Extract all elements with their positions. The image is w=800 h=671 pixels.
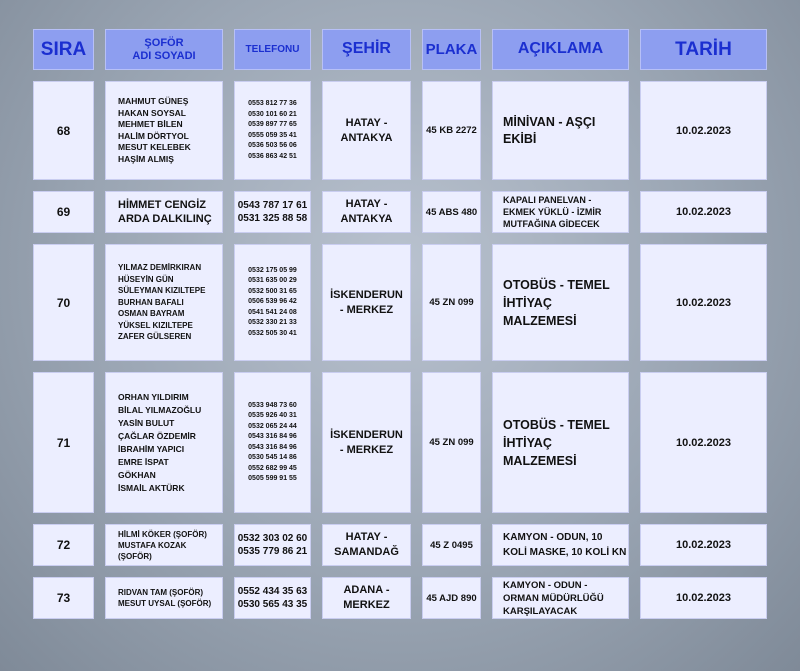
description-cell: KAMYON - ODUN, 10 KOLİ MASKE, 10 KOLİ KN: [492, 524, 629, 566]
phone-numbers-cell: [234, 244, 311, 361]
sira-cell: 70: [33, 244, 94, 361]
driver-name: ZAFER GÜLSEREN: [118, 332, 192, 342]
phone-number: 0533 948 73 60: [248, 401, 297, 409]
sira-cell: 73: [33, 577, 94, 619]
phone-number: 0536 503 56 06: [248, 142, 297, 149]
driver-name-list: [118, 198, 212, 226]
driver-name: YASİN BULUT: [118, 417, 175, 428]
city-cell: HATAY - SAMANDAĞ: [322, 524, 411, 566]
phone-numbers-cell: [234, 372, 311, 513]
header-sira: SIRA: [33, 29, 94, 70]
phone-number: 0531 635 00 29: [248, 277, 297, 285]
sira-cell: 69: [33, 191, 94, 233]
driver-name: OSMAN BAYRAM: [118, 309, 185, 319]
driver-names-cell: [105, 81, 223, 180]
phone-number: 0543 316 84 96: [248, 443, 297, 451]
driver-name: ÇAĞLAR ÖZDEMİR: [118, 430, 196, 441]
driver-name: ORHAN YILDIRIM: [118, 391, 189, 402]
driver-name: YILMAZ DEMİRKIRAN: [118, 263, 202, 273]
phone-number: 0543 316 84 96: [248, 433, 297, 440]
driver-name: HALİM DÖRTYOL: [118, 130, 189, 141]
driver-names-cell: [105, 191, 223, 233]
phone-number: 0555 059 35 41: [248, 131, 297, 139]
phone-number: 0530 101 60 21: [248, 110, 297, 118]
plate-cell: 45 AJD 890: [422, 577, 481, 619]
driver-name: MEHMET BİLEN: [118, 119, 183, 129]
driver-name: ARDA DALKILINÇ: [118, 213, 212, 225]
phone-number: 0532 303 02 60: [237, 533, 308, 544]
driver-name: İBRAHİM YAPICI: [118, 443, 185, 454]
city-cell: İSKENDERUN - MERKEZ: [322, 372, 411, 513]
driver-name: HÜSEYİN GÜN: [118, 274, 174, 284]
phone-numbers-cell: [234, 191, 311, 233]
driver-name: HİMMET CENGİZ: [118, 199, 206, 211]
phone-number: 0535 926 40 31: [248, 412, 297, 419]
driver-name: MESUT UYSAL (ŞOFÖR): [118, 599, 212, 608]
sira-cell: 68: [33, 81, 94, 180]
phone-number: 0553 812 77 36: [248, 100, 297, 107]
driver-name-list: [118, 529, 222, 562]
phone-number: 0532 065 24 44: [248, 422, 297, 430]
phone-number-list: [238, 585, 308, 611]
phone-number: 0543 787 17 61: [237, 200, 308, 211]
plate-cell: 45 KB 2272: [422, 81, 481, 180]
date-cell: 10.02.2023: [640, 524, 767, 566]
city-cell: HATAY - ANTAKYA: [322, 191, 411, 233]
plate-cell: 45 Z 0495: [422, 524, 481, 566]
phone-number: 0506 539 96 42: [248, 298, 297, 306]
plate-cell: 45 ZN 099: [422, 372, 481, 513]
phone-number: 0530 545 14 86: [248, 454, 297, 461]
phone-number-list: [238, 199, 308, 225]
phone-number: 0541 541 24 08: [248, 308, 297, 316]
driver-name: RIDVAN TAM (ŞOFÖR): [118, 588, 204, 597]
driver-name: HAŞİM ALMIŞ: [118, 153, 174, 164]
header-plaka: PLAKA: [422, 29, 481, 70]
header-aciklama: AÇIKLAMA: [492, 29, 629, 70]
driver-names-cell: [105, 244, 223, 361]
description-cell: MİNİVAN - AŞÇI EKİBİ: [492, 81, 629, 180]
phone-number: 0536 863 42 51: [248, 152, 297, 160]
date-cell: 10.02.2023: [640, 577, 767, 619]
date-cell: 10.02.2023: [640, 81, 767, 180]
phone-number: 0532 500 31 65: [248, 287, 297, 295]
city-cell: ADANA - MERKEZ: [322, 577, 411, 619]
date-cell: 10.02.2023: [640, 372, 767, 513]
phone-numbers-cell: [234, 524, 311, 566]
phone-number: 0532 330 21 33: [248, 319, 297, 327]
city-cell: HATAY - ANTAKYA: [322, 81, 411, 180]
phone-number-list: [248, 266, 297, 340]
description-cell: KAMYON - ODUN - ORMAN MÜDÜRLÜĞÜ KARŞILAYACAK: [492, 577, 629, 619]
phone-number: 0552 434 35 63: [237, 586, 308, 597]
phone-number: 0532 175 05 99: [248, 266, 297, 274]
plate-cell: 45 ZN 099: [422, 244, 481, 361]
phone-number-list: [238, 532, 308, 558]
phone-number: 0532 505 30 41: [248, 329, 297, 337]
description-cell: KAPALI PANELVAN - EKMEK YÜKLÜ - İZMİR MUTFAĞINA GİDECEK: [492, 191, 629, 233]
driver-names-cell: [105, 524, 223, 566]
driver-name: BURHAN BAFALI: [118, 297, 184, 307]
phone-number: 0505 599 91 55: [248, 475, 297, 482]
driver-name-list: [118, 262, 205, 343]
driver-name-list: [118, 587, 211, 609]
phone-number-list: [248, 99, 297, 162]
driver-name: SÜLEYMAN KIZILTEPE: [118, 286, 206, 296]
driver-name-list: [118, 96, 191, 165]
header-tarih: TARİH: [640, 29, 767, 70]
phone-number: 0531 325 88 58: [237, 213, 308, 224]
driver-name: MUSTAFA KOZAK (ŞOFÖR): [118, 540, 187, 561]
phone-number: 0539 897 77 65: [248, 121, 297, 128]
sira-cell: 72: [33, 524, 94, 566]
header-telefonu: TELEFONU: [234, 29, 311, 70]
driver-names-cell: [105, 577, 223, 619]
plate-cell: 45 ABS 480: [422, 191, 481, 233]
driver-name: BİLAL YILMAZOĞLU: [118, 404, 202, 415]
driver-name: YÜKSEL KIZILTEPE: [118, 320, 193, 330]
description-cell: OTOBÜS - TEMEL İHTİYAÇ MALZEMESİ: [492, 244, 629, 361]
driver-name: HAKAN SOYSAL: [118, 107, 187, 118]
driver-name: İSMAİL AKTÜRK: [118, 482, 185, 493]
phone-numbers-cell: [234, 577, 311, 619]
driver-names-cell: [105, 372, 223, 513]
driver-name: MAHMUT GÜNEŞ: [118, 96, 189, 106]
driver-name: GÖKHAN: [118, 469, 156, 480]
driver-name: MESUT KELEBEK: [118, 142, 191, 152]
driver-name: EMRE İSPAT: [118, 456, 169, 467]
sira-cell: 71: [33, 372, 94, 513]
phone-number-list: [248, 401, 297, 485]
driver-name-list: [118, 391, 201, 495]
date-cell: 10.02.2023: [640, 191, 767, 233]
phone-number: 0552 682 99 45: [248, 464, 297, 472]
description-cell: OTOBÜS - TEMEL İHTİYAÇ MALZEMESİ: [492, 372, 629, 513]
header-sofor: ŞOFÖR ADI SOYADI: [105, 29, 223, 70]
city-cell: İSKENDERUN - MERKEZ: [322, 244, 411, 361]
phone-number: 0535 779 86 21: [237, 546, 308, 557]
phone-number: 0530 565 43 35: [237, 599, 308, 610]
phone-numbers-cell: [234, 81, 311, 180]
date-cell: 10.02.2023: [640, 244, 767, 361]
header-sehir: ŞEHİR: [322, 29, 411, 70]
driver-name: HİLMİ KÖKER (ŞOFÖR): [118, 529, 207, 539]
